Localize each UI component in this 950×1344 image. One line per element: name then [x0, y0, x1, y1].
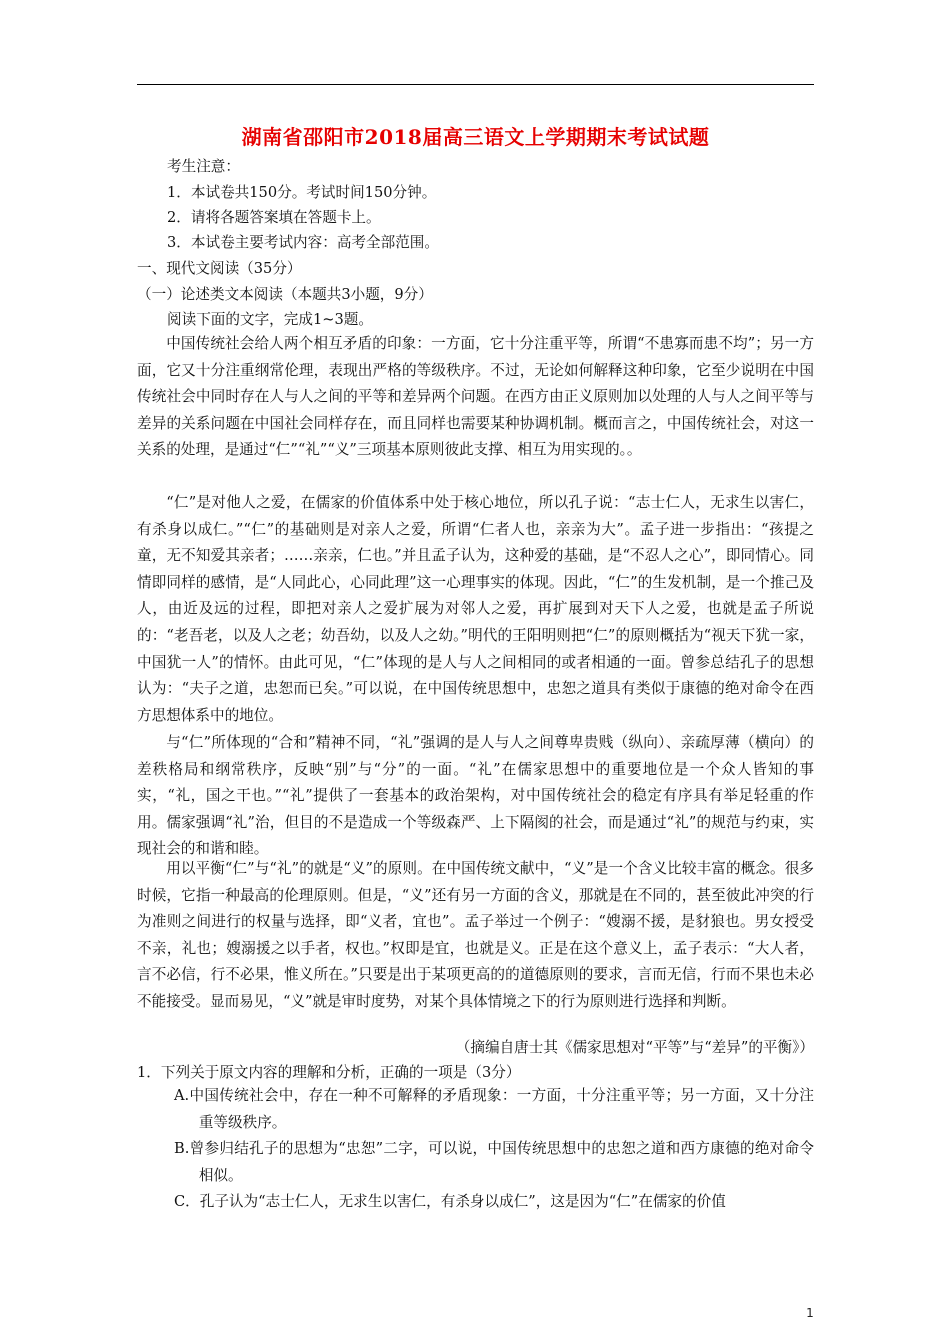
article-paragraph: 用以平衡“仁”与“礼”的就是“义”的原则。在中国传统文献中，“义”是一个含义比较丰富的概念。很多时候，它指一种最高的伦理原则。但是，“义”还有另一方面的含义，那就是在不同的，甚至彼此冲突的行为准则之间进行的权量与选择，即“义者，宜也”。孟子举过一个例子：“嫂溺不援，是豺狼也。男女授受不亲，礼也；嫂溺援之以手者，权也。”权即是宜，也就是义。正是在这个意义上，孟子表示：“大人者，言不必信，行不必果，惟义所在。”只要是出于某项更高的的道德原则的要求，言而无信，行而不果也未必不能接受。显而易见，“义”就是审时度势，对某个具体情境之下的行为原则进行选择和判断。 — [137, 860, 814, 1010]
notice-item: 2．请将各题答案填在答题卡上。 — [167, 209, 381, 226]
option-c: C．孔子认为“志士仁人，无求生以害仁，有杀身以成仁”，这是因为“仁”在儒家的价值 — [174, 1193, 726, 1211]
article-paragraph: 与“仁”所体现的“合和”精神不同，“礼”强调的是人与人之间尊卑贵贱（纵向）、亲疏厚薄（横向）的差秩格局和纲常秩序，反映“别”与“分”的一面。“礼”在儒家思想中的重要地位是一个众人皆知的事实，“礼，国之干也。”“礼”提供了一套基本的政治架构，对中国传统社会的稳定有序具有举足轻重的作用。儒家强调“礼”治，但目的不是造成一个等级森严、上下隔阂的社会，而是通过“礼”的规范与约束，实现社会的和谐和睦。 — [137, 734, 814, 858]
article-paragraph: “仁”是对他人之爱，在儒家的价值体系中处于核心地位，所以孔子说：“志士仁人，无求生以害仁，有杀身以成仁。”“仁”的基础则是对亲人之爱，所谓“仁者人也，亲亲为大”。孟子进一步指出：“孩提之童，无不知爱其亲者；……亲亲，仁也。”并且孟子认为，这种爱的基础，是“不忍人之心”，即同情心。同情即同样的感情，是“人同此心，心同此理”这一心理事实的体现。因此，“仁”的生发机制，是一个推己及人，由近及远的过程，即把对亲人之爱扩展为对邻人之爱，再扩展到对天下人之爱，也就是孟子所说的：“老吾老，以及人之老；幼吾幼，以及人之幼。”明代的王阳明则把“仁”的原则概括为“视天下犹一家，中国犹一人”的情怀。由此可见，“仁”体现的是人与人之间相同的或者相通的一面。曾参总结孔子的思想认为：“夫子之道，忠恕而已矣。”可以说，在中国传统思想中，忠恕之道具有类似于康德的绝对命令在西方思想体系中的地位。 — [137, 494, 814, 724]
question-stem: 1．下列关于原文内容的理解和分析，正确的一项是（3分） — [137, 1064, 521, 1081]
notice-item: 3．本试卷主要考试内容：高考全部范围。 — [167, 234, 439, 251]
sub-section-heading: （一）论述类文本阅读（本题共3小题，9分） — [137, 286, 433, 303]
article-paragraph: 中国传统社会给人两个相互矛盾的印象：一方面，它十分注重平等，所谓“不患寡而患不均”；另一方面，它又十分注重纲常伦理，表现出严格的等级秩序。不过，无论如何解释这种印象，它至少说明在中国传统社会中同时存在人与人之间的平等和差异两个问题。在西方由正义原则加以处理的人与人之间平等与差异的关系问题在中国社会同样存在，而且同样也需要某种协调机制。概而言之，中国传统社会，对这一关系的处理，是通过“仁”“礼”“义”三项基本原则彼此支撑、相互为用实现的。。 — [137, 335, 814, 459]
page-title: 湖南省邵阳市2018届高三语文上学期期末考试试题 — [241, 125, 710, 149]
question-options — [174, 1083, 814, 1216]
option-a: A.中国传统社会中，存在一种不可解释的矛盾现象：一方面，十分注重平等；另一方面，又十分注重等级秩序。 — [174, 1087, 814, 1131]
notice-item: 1．本试卷共150分。考试时间150分钟。 — [167, 184, 437, 201]
option-b: B.曾参归结孔子的思想为“忠恕”二字，可以说，中国传统思想中的忠恕之道和西方康德的绝对命令相似。 — [174, 1140, 814, 1184]
page-number: 1 — [806, 1306, 814, 1320]
section-heading: 一、现代文阅读（35分） — [137, 260, 302, 277]
notice-heading: 考生注意： — [167, 158, 240, 175]
header-rule — [137, 84, 814, 85]
article-source: （摘编自唐士其《儒家思想对“平等”与“差异”的平衡》） — [455, 1039, 814, 1056]
reading-instruction: 阅读下面的文字，完成1~3题。 — [167, 311, 373, 328]
